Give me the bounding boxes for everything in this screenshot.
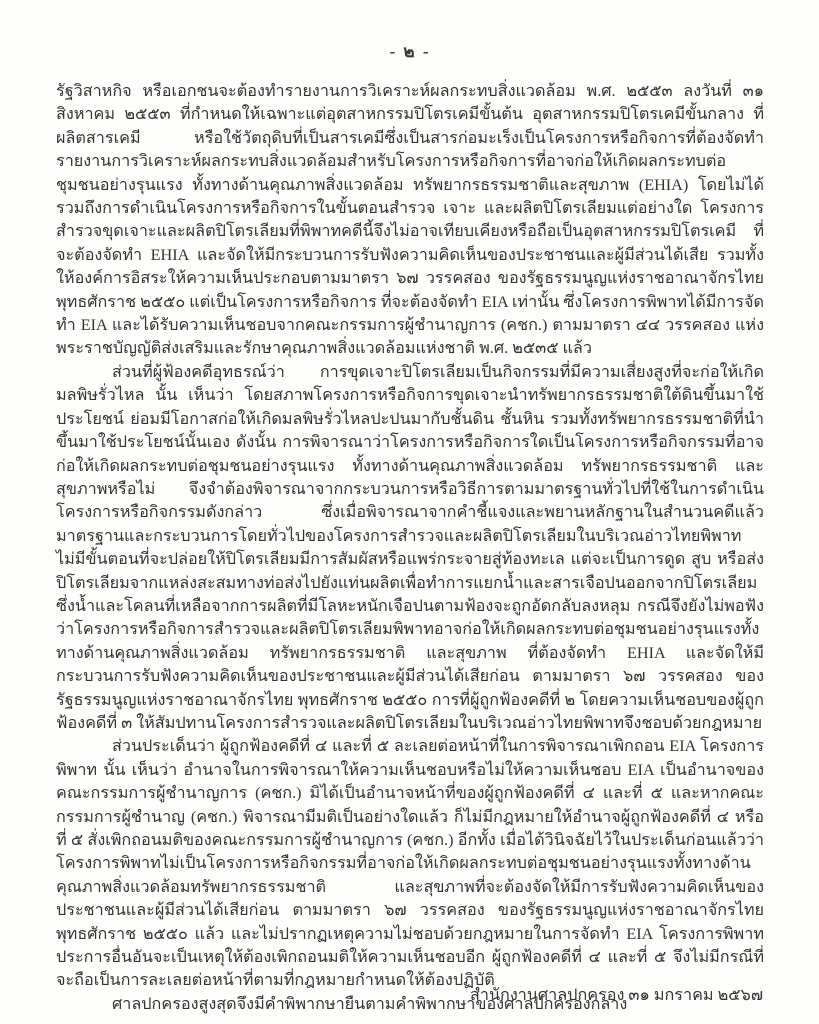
body-paragraph-appeal-pollution-risk: ส่วนที่ผู้ฟ้องคดีอุทธรณ์ว่า การขุดเจาะปิโตรเลียมเป็นกิจกรรมที่มีความเสี่ยงสูงที่จะก่อให้เกิดมลพิษรั่วไหล นั้น เห็นว่า โดยสภาพโครงการหรือกิจการขุดเจาะนำทรัพยากรธรรมชาติใต้ดินขึ้นมาใช้ประโยชน์ ย่อมมีโอกาสก่อให้เกิดมลพิษรั่วไหลปะปนมากับชั้นดิน ชั้นหิน รวมทั้งทรัพยากรธรรมชาติที่นำขึ้นมาใช้ประโยชน์นั้นเอง ดังนั้น การพิจารณาว่าโครงการหรือกิจการใดเป็นโครงการหรือกิจกรรมที่อาจก่อให้เกิดผลกระทบต่อชุมชนอย่างรุนแรง ทั้งทางด้านคุณภาพสิ่งแวดล้อม ทรัพยากรธรรมชาติ และสุขภาพหรือไม่ จึงจำต้องพิจารณาจากกระบวนการหรือวิธีการตามมาตรฐานทั่วไปที่ใช้ในการดำเนินโครงการหรือกิจกรรมดังกล่าว ซึ่งเมื่อพิจารณาจากคำชี้แจงและพยานหลักฐานในสำนวนคดีแล้ว มาตรฐานและกระบวนการโดยทั่วไปของโครงการสำรวจและผลิตปิโตรเลียมในบริเวณอ่าวไทยพิพาทไม่มีขั้นตอนที่จะปล่อยให้ปิโตรเลียมมีการสัมผัสหรือแพร่กระจายสู่ท้องทะเล แต่จะเป็นการดูด สูบ หรือส่งปิโตรเลียมจากแหล่งสะสมทางท่อส่งไปยังแท่นผลิตเพื่อทำการแยกน้ำและสารเจือปนออกจากปิโตรเลียม ซึ่งน้ำและโคลนที่เหลือจากการผลิตที่มีโลหะหนักเจือปนตามฟ้องจะถูกอัดกลับลงหลุม กรณีจึงยังไม่พอฟังว่าโครงการหรือกิจการสำรวจและผลิตปิโตรเลียมพิพาทอาจก่อให้เกิดผลกระทบต่อชุมชนอย่างรุนแรงทั้งทางด้านคุณภาพสิ่งแวดล้อม ทรัพยากรธรรมชาติ และสุขภาพ ที่ต้องจัดทำ EHIA และจัดให้มีกระบวนการรับฟังความคิดเห็นของประชาชนและผู้มีส่วนได้เสียก่อน ตามมาตรา ๖๗ วรรคสอง ของรัฐธรรมนูญแห่งราชอาณาจักรไทย พุทธศักราช ๒๕๕๐ การที่ผู้ถูกฟ้องคดีที่ ๒ โดยความเห็นชอบของผู้ถูกฟ้องคดีที่ ๓ ให้สัมปทานโครงการสำรวจและผลิตปิโตรเลียมในบริเวณอ่าวไทยพิพาทจึงชอบด้วยกฎหมาย [56, 362, 764, 732]
body-paragraph-eia-revocation-issue: ส่วนประเด็นว่า ผู้ถูกฟ้องคดีที่ ๔ และที่ ๕ ละเลยต่อหน้าที่ในการพิจารณาเพิกถอน EIA โครงการพิพาท นั้น เห็นว่า อำนาจในการพิจารณาให้ความเห็นชอบหรือไม่ให้ความเห็นชอบ EIA เป็นอำนาจของคณะกรรมการผู้ชำนาญการ (คชก.) มิได้เป็นอำนาจหน้าที่ของผู้ถูกฟ้องคดีที่ ๔ และที่ ๕ และหากคณะกรรมการผู้ชำนาญ (คชก.) พิจารณามีมติเป็นอย่างใดแล้ว ก็ไม่มีกฎหมายให้อำนาจผู้ถูกฟ้องคดีที่ ๔ หรือที่ ๕ สั่งเพิกถอนมติของคณะกรรมการผู้ชำนาญการ (คชก.) อีกทั้ง เมื่อได้วินิจฉัยไว้ในประเด็นก่อนแล้วว่า โครงการพิพาทไม่เป็นโครงการหรือกิจกรรมที่อาจก่อให้เกิดผลกระทบต่อชุมชนอย่างรุนแรงทั้งทางด้านคุณภาพสิ่งแวดล้อมทรัพยากรธรรมชาติ และสุขภาพที่จะต้องจัดให้มีการรับฟังความคิดเห็นของประชาชนและผู้มีส่วนได้เสียก่อน ตามมาตรา ๖๗ วรรคสอง ของรัฐธรรมนูญแห่งราชอาณาจักรไทย พุทธศักราช ๒๕๕๐ แล้ว และไม่ปรากฏเหตุความไม่ชอบด้วยกฎหมายในการจัดทำ EIA โครงการพิพาทประการอื่นอันจะเป็นเหตุให้ต้องเพิกถอนมติให้ความเห็นชอบอีก ผู้ถูกฟ้องคดีที่ ๔ และที่ ๕ จึงไม่มีกรณีที่จะถือเป็นการละเลยต่อหน้าที่ตามที่กฎหมายกำหนดให้ต้องปฏิบัติ [56, 737, 764, 990]
body-paragraph-continuation: รัฐวิสาหกิจ หรือเอกชนจะต้องทำรายงานการวิเคราะห์ผลกระทบสิ่งแวดล้อม พ.ศ. ๒๕๕๓ ลงวันที่ ๓๑ สิงหาคม ๒๕๕๓ ที่กำหนดให้เฉพาะแต่อุตสาหกรรมปิโตรเคมีขั้นต้น อุตสาหกรรมปิโตรเคมีขั้นกลาง ที่ผลิตสารเคมี หรือใช้วัตถุดิบที่เป็นสารเคมีซึ่งเป็นสารก่อมะเร็งเป็นโครงการหรือกิจการที่ต้องจัดทำรายงานการวิเคราะห์ผลกระทบสิ่งแวดล้อมสำหรับโครงการหรือกิจการที่อาจก่อให้เกิดผลกระทบต่อชุมชนอย่างรุนแรง ทั้งทางด้านคุณภาพสิ่งแวดล้อม ทรัพยากรธรรมชาติและสุขภาพ (EHIA) โดยไม่ได้รวมถึงการดำเนินโครงการหรือกิจการในขั้นตอนสำรวจ เจาะ และผลิตปิโตรเลียมแต่อย่างใด โครงการสำรวจขุดเจาะและผลิตปิโตรเลียมที่พิพาทคดีนี้จึงไม่อาจเทียบเคียงหรือถือเป็นอุตสาหกรรมปิโตรเคมี ที่จะต้องจัดทำ EHIA และจัดให้มีกระบวนการรับฟังความคิดเห็นของประชาชนและผู้มีส่วนได้เสีย รวมทั้งให้องค์การอิสระให้ความเห็นประกอบตามมาตรา ๖๗ วรรคสอง ของรัฐธรรมนูญแห่งราชอาณาจักรไทย พุทธศักราช ๒๕๕๐ แต่เป็นโครงการหรือกิจการ ที่จะต้องจัดทำ EIA เท่านั้น ซึ่งโครงการพิพาทได้มีการจัดทำ EIA และได้รับความเห็นชอบจากคณะกรรมการผู้ชำนาญการ (คชก.) ตามมาตรา ๔๔ วรรคสอง แห่งพระราชบัญญัติส่งเสริมและรักษาคุณภาพสิ่งแวดล้อมแห่งชาติ พ.ศ. ๒๕๓๕ แล้ว [56, 82, 764, 358]
body-paragraph-final-ruling: ศาลปกครองสูงสุดจึงมีคำพิพากษายืนตามคำพิพากษาของศาลปกครองกลาง [112, 994, 628, 1013]
page-number: - ๒ - [389, 42, 431, 61]
document-body [56, 80, 764, 1016]
document-footer-office-date: สำนักงานศาลปกครอง ๓๑ มกราคม ๒๕๖๗ [469, 986, 763, 1004]
